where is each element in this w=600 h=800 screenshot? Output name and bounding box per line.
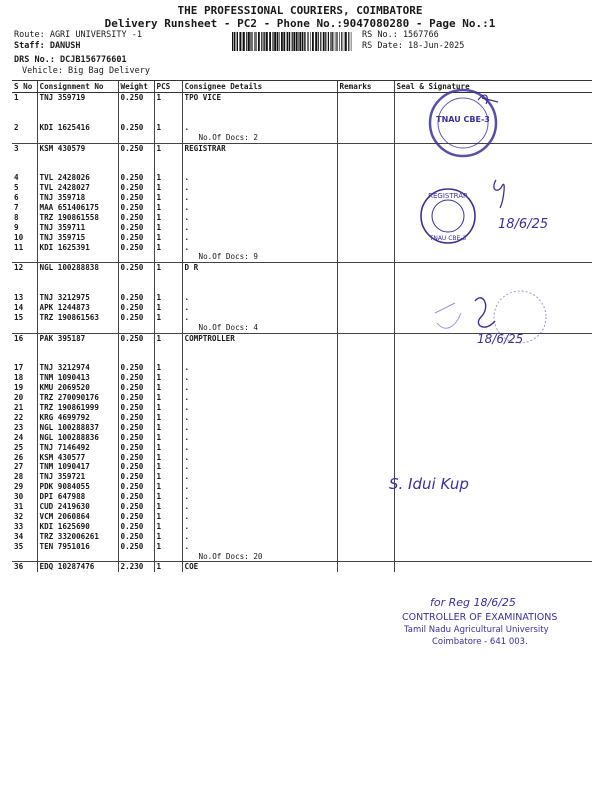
cell-wt: 0.250 <box>118 522 154 532</box>
cell-det: . <box>182 223 337 233</box>
cell-cons: TNM 1090413 <box>37 373 118 383</box>
cell-sno: 4 <box>14 173 19 183</box>
cell-cons: APK 1244873 <box>37 303 118 313</box>
cell-wt: 0.250 <box>118 502 154 512</box>
cell-wt: 0.250 <box>118 293 154 303</box>
cell-pcs: 1 <box>154 443 182 453</box>
cell-det: . <box>182 313 337 323</box>
cell-cons: NGL 100288836 <box>37 433 118 443</box>
cell-pcs: 1 <box>154 183 182 193</box>
cell-det: . <box>182 233 337 243</box>
table-row <box>12 522 592 532</box>
cell-det: . <box>182 462 337 472</box>
cell-cons: PDK 9084055 <box>37 482 118 492</box>
cell-det: . <box>182 433 337 443</box>
cell-pcs: 1 <box>154 562 182 572</box>
cell-det: . <box>182 453 337 463</box>
cell-sno: 15 <box>14 312 24 322</box>
cell-det: . <box>182 532 337 542</box>
cell-pcs: 1 <box>154 522 182 532</box>
table-row <box>12 562 592 572</box>
cell-sno: 25 <box>14 442 24 452</box>
cell-pcs: 1 <box>154 93 182 103</box>
cell-wt: 0.250 <box>118 542 154 552</box>
cell-pcs: 1 <box>154 383 182 393</box>
cell-sno: 29 <box>14 482 24 492</box>
cell-pcs: 1 <box>154 173 182 183</box>
cell-det: TPO VICE <box>182 93 337 103</box>
cell-det: . <box>182 173 337 183</box>
cell-det: . <box>182 363 337 373</box>
cell-cons: KDI 1625391 <box>37 243 118 253</box>
svg-text:REGISTRAR: REGISTRAR <box>428 192 468 200</box>
cell-sno: 6 <box>14 193 19 202</box>
cell-sno: 14 <box>14 302 24 312</box>
cell-det: . <box>182 522 337 532</box>
cell-det: . <box>182 303 337 313</box>
cell-pcs: 1 <box>154 303 182 313</box>
table-row <box>12 373 592 383</box>
cell-sno: 1 <box>12 93 37 103</box>
cell-cons: TNJ 359718 <box>37 193 118 203</box>
svg-text:TNAU CBE-3: TNAU CBE-3 <box>429 235 467 242</box>
cell-cons: TNJ 359719 <box>37 93 118 103</box>
cell-cons: TNJ 7146492 <box>37 443 118 453</box>
column-header: Consignee Details <box>182 81 337 93</box>
cell-pcs: 1 <box>154 413 182 423</box>
cell-pcs: 1 <box>154 263 182 273</box>
route-label: Route: AGRI UNIVERSITY -1 <box>14 30 142 40</box>
cell-pcs: 1 <box>154 462 182 472</box>
svg-text:18/6/25: 18/6/25 <box>498 217 549 232</box>
cell-cons: EDQ 10287476 <box>37 562 118 572</box>
cell-cons: KDI 1625690 <box>37 522 118 532</box>
cell-pcs: 1 <box>154 502 182 512</box>
svg-text:TNAU CBE-3: TNAU CBE-3 <box>436 115 490 124</box>
cell-pcs: 1 <box>154 143 182 153</box>
cell-det: COE <box>182 562 337 572</box>
cell-sno: 2 <box>14 122 19 132</box>
cell-cons: TRZ 190861999 <box>37 403 118 413</box>
svg-text:for Reg 18/6/25: for Reg 18/6/25 <box>430 596 516 609</box>
cell-pcs: 1 <box>154 233 182 243</box>
cell-sno: 8 <box>14 212 19 222</box>
cell-pcs: 1 <box>154 423 182 433</box>
cell-sno: 11 <box>14 242 24 252</box>
cell-det: . <box>182 293 337 303</box>
cell-pcs: 1 <box>154 403 182 413</box>
docs-count: No.Of Docs: 2 <box>182 133 337 143</box>
cell-det: . <box>182 123 337 133</box>
cell-pcs: 1 <box>154 393 182 403</box>
column-header: Consignment No <box>37 81 118 93</box>
cell-cons: TRZ 190861563 <box>37 313 118 323</box>
svg-text:18/6/25: 18/6/25 <box>477 332 524 346</box>
cell-wt: 0.250 <box>118 492 154 502</box>
cell-sno: 13 <box>14 293 24 303</box>
cell-cons: TNJ 3212975 <box>37 293 118 303</box>
cell-cons: KDI 1625416 <box>37 123 118 133</box>
cell-sno: 7 <box>14 202 19 212</box>
cell-cons: TNJ 359715 <box>37 233 118 243</box>
rs-date: RS Date: 18-Jun-2025 <box>362 41 465 51</box>
cell-det: . <box>182 243 337 253</box>
cell-pcs: 1 <box>154 223 182 233</box>
docs-count-row <box>12 252 592 262</box>
table-row <box>12 433 592 443</box>
cell-pcs: 1 <box>154 363 182 373</box>
cell-wt: 0.250 <box>118 403 154 413</box>
cell-sno: 9 <box>14 222 19 232</box>
cell-pcs: 1 <box>154 203 182 213</box>
cell-wt: 0.250 <box>118 123 154 133</box>
cell-det: . <box>182 383 337 393</box>
cell-det: . <box>182 482 337 492</box>
docs-count-row <box>12 552 592 562</box>
round-seal-stamp <box>418 80 508 160</box>
cell-wt: 0.250 <box>118 193 154 203</box>
vehicle-label: Vehicle: Big Bag Delivery <box>22 66 150 76</box>
cell-wt: 0.250 <box>118 303 154 313</box>
staff-label: Staff: DANUSH <box>14 41 81 51</box>
cell-cons: TNM 1090417 <box>37 462 118 472</box>
cell-cons: TRZ 190861558 <box>37 213 118 223</box>
cell-det: . <box>182 193 337 203</box>
cell-det: . <box>182 393 337 403</box>
cell-det: COMPTROLLER <box>182 333 337 343</box>
cell-sno: 3 <box>12 143 37 153</box>
column-header: Seal & Signature <box>394 81 592 93</box>
docs-count: No.Of Docs: 9 <box>182 252 337 262</box>
cell-sno: 17 <box>14 363 24 373</box>
table-row <box>12 512 592 522</box>
cell-wt: 0.250 <box>118 143 154 153</box>
cell-sno: 34 <box>14 531 24 541</box>
cell-cons: TNJ 359711 <box>37 223 118 233</box>
barcode <box>232 32 354 51</box>
registrar-seal-stamp <box>418 172 568 252</box>
cell-det: . <box>182 492 337 502</box>
cell-cons: NGL 100288838 <box>37 263 118 273</box>
cell-det: . <box>182 373 337 383</box>
cell-pcs: 1 <box>154 512 182 522</box>
column-header: Remarks <box>337 81 394 93</box>
cell-wt: 0.250 <box>118 223 154 233</box>
table-row <box>12 363 592 373</box>
docs-count: No.Of Docs: 20 <box>182 552 337 562</box>
svg-text:Tamil Nadu Agricultural Univer: Tamil Nadu Agricultural University <box>404 625 549 635</box>
cell-cons: PAK 395187 <box>37 333 118 343</box>
cell-wt: 0.250 <box>118 173 154 183</box>
table-row <box>12 383 592 393</box>
cell-cons: MAA 651406175 <box>37 203 118 213</box>
cell-cons: KSM 430577 <box>37 453 118 463</box>
cell-wt: 0.250 <box>118 433 154 443</box>
cell-wt: 0.250 <box>118 512 154 522</box>
cell-sno: 33 <box>14 521 24 531</box>
cell-wt: 0.250 <box>118 383 154 393</box>
cell-cons: TVL 2428026 <box>37 173 118 183</box>
cell-det: . <box>182 443 337 453</box>
cell-cons: TNJ 3212974 <box>37 363 118 373</box>
cell-wt: 0.250 <box>118 532 154 542</box>
cell-wt: 0.250 <box>118 423 154 433</box>
table-row <box>12 393 592 403</box>
table-row <box>12 443 592 453</box>
cell-wt: 0.250 <box>118 453 154 463</box>
cell-sno: 23 <box>14 422 24 432</box>
cell-sno: 18 <box>14 373 24 383</box>
comptroller-signature <box>385 455 525 505</box>
cell-cons: DPI 647988 <box>37 492 118 502</box>
cell-wt: 0.250 <box>118 93 154 103</box>
cell-det: . <box>182 413 337 423</box>
cell-det: . <box>182 542 337 552</box>
cell-wt: 0.250 <box>118 443 154 453</box>
cell-pcs: 1 <box>154 313 182 323</box>
column-header: PCS <box>154 81 182 93</box>
cell-wt: 0.250 <box>118 243 154 253</box>
cell-sno: 19 <box>14 383 24 393</box>
cell-sno: 22 <box>14 412 24 422</box>
table-row <box>12 413 592 423</box>
cell-pcs: 1 <box>154 373 182 383</box>
cell-pcs: 1 <box>154 333 182 343</box>
cell-pcs: 1 <box>154 453 182 463</box>
cell-wt: 0.250 <box>118 313 154 323</box>
cell-wt: 0.250 <box>118 233 154 243</box>
drs-number: DRS No.: DCJB156776601 <box>14 55 127 65</box>
cell-cons: KRG 4699792 <box>37 413 118 423</box>
cell-sno: 36 <box>12 562 37 572</box>
cell-sno: 10 <box>14 232 24 242</box>
cell-cons: TRZ 270090176 <box>37 393 118 403</box>
dr-seal-stamp <box>425 283 575 363</box>
cell-sno: 28 <box>14 472 24 482</box>
cell-det: . <box>182 203 337 213</box>
svg-text:Coimbatore - 641 003.: Coimbatore - 641 003. <box>432 637 528 647</box>
table-row <box>12 263 592 273</box>
cell-wt: 0.250 <box>118 462 154 472</box>
cell-cons: NGL 100288837 <box>37 423 118 433</box>
cell-wt: 0.250 <box>118 482 154 492</box>
cell-det: . <box>182 512 337 522</box>
cell-det: . <box>182 403 337 413</box>
cell-pcs: 1 <box>154 482 182 492</box>
cell-wt: 0.250 <box>118 183 154 193</box>
cell-det: . <box>182 423 337 433</box>
svg-text:S. Idui Kup: S. Idui Kup <box>389 475 469 493</box>
cell-pcs: 1 <box>154 472 182 482</box>
cell-wt: 0.250 <box>118 373 154 383</box>
table-row <box>12 403 592 413</box>
cell-det: D R <box>182 263 337 273</box>
cell-wt: 0.250 <box>118 413 154 423</box>
cell-det: . <box>182 472 337 482</box>
docs-count: No.Of Docs: 4 <box>182 323 337 333</box>
cell-sno: 27 <box>14 462 24 472</box>
spacer-row <box>12 273 592 283</box>
cell-cons: TRZ 332006261 <box>37 532 118 542</box>
svg-text:CONTROLLER OF EXAMINATIONS: CONTROLLER OF EXAMINATIONS <box>402 612 558 623</box>
rs-number: RS No.: 1567766 <box>362 30 439 40</box>
cell-sno: 16 <box>12 333 37 343</box>
cell-sno: 12 <box>12 263 37 273</box>
cell-sno: 35 <box>14 541 24 551</box>
cell-pcs: 1 <box>154 123 182 133</box>
cell-sno: 24 <box>14 432 24 442</box>
cell-cons: VCM 2060864 <box>37 512 118 522</box>
cell-det: . <box>182 183 337 193</box>
cell-wt: 0.250 <box>118 263 154 273</box>
cell-pcs: 1 <box>154 532 182 542</box>
cell-wt: 0.250 <box>118 213 154 223</box>
cell-pcs: 1 <box>154 193 182 203</box>
cell-sno: 21 <box>14 402 24 412</box>
table-row <box>12 542 592 552</box>
cell-sno: 31 <box>14 502 24 512</box>
company-title: THE PROFESSIONAL COURIERS, COIMBATORE <box>177 4 423 17</box>
cell-pcs: 1 <box>154 492 182 502</box>
cell-pcs: 1 <box>154 542 182 552</box>
table-row <box>12 423 592 433</box>
cell-sno: 32 <box>14 511 24 521</box>
coe-seal-stamp <box>396 592 592 652</box>
cell-pcs: 1 <box>154 433 182 443</box>
runsheet-subtitle: Delivery Runsheet - PC2 - Phone No.:9047080280 - Page No.:1 <box>104 17 496 30</box>
table-row <box>12 532 592 542</box>
cell-pcs: 1 <box>154 213 182 223</box>
cell-det: REGISTRAR <box>182 143 337 153</box>
cell-sno: 20 <box>14 393 24 403</box>
cell-cons: TEN 7951016 <box>37 542 118 552</box>
cell-cons: CUD 2419630 <box>37 502 118 512</box>
cell-det: . <box>182 502 337 512</box>
cell-cons: TNJ 359721 <box>37 472 118 482</box>
cell-pcs: 1 <box>154 243 182 253</box>
cell-cons: KSM 430579 <box>37 143 118 153</box>
cell-cons: TVL 2428027 <box>37 183 118 193</box>
column-header: S No <box>12 81 37 93</box>
cell-cons: KMU 2069520 <box>37 383 118 393</box>
cell-det: . <box>182 213 337 223</box>
cell-sno: 30 <box>14 492 24 502</box>
cell-wt: 0.250 <box>118 472 154 482</box>
cell-wt: 0.250 <box>118 203 154 213</box>
cell-wt: 0.250 <box>118 333 154 343</box>
cell-pcs: 1 <box>154 293 182 303</box>
cell-wt: 2.230 <box>118 562 154 572</box>
column-header: Weight <box>118 81 154 93</box>
cell-wt: 0.250 <box>118 363 154 373</box>
cell-sno: 26 <box>14 452 24 462</box>
cell-wt: 0.250 <box>118 393 154 403</box>
cell-sno: 5 <box>14 183 19 193</box>
